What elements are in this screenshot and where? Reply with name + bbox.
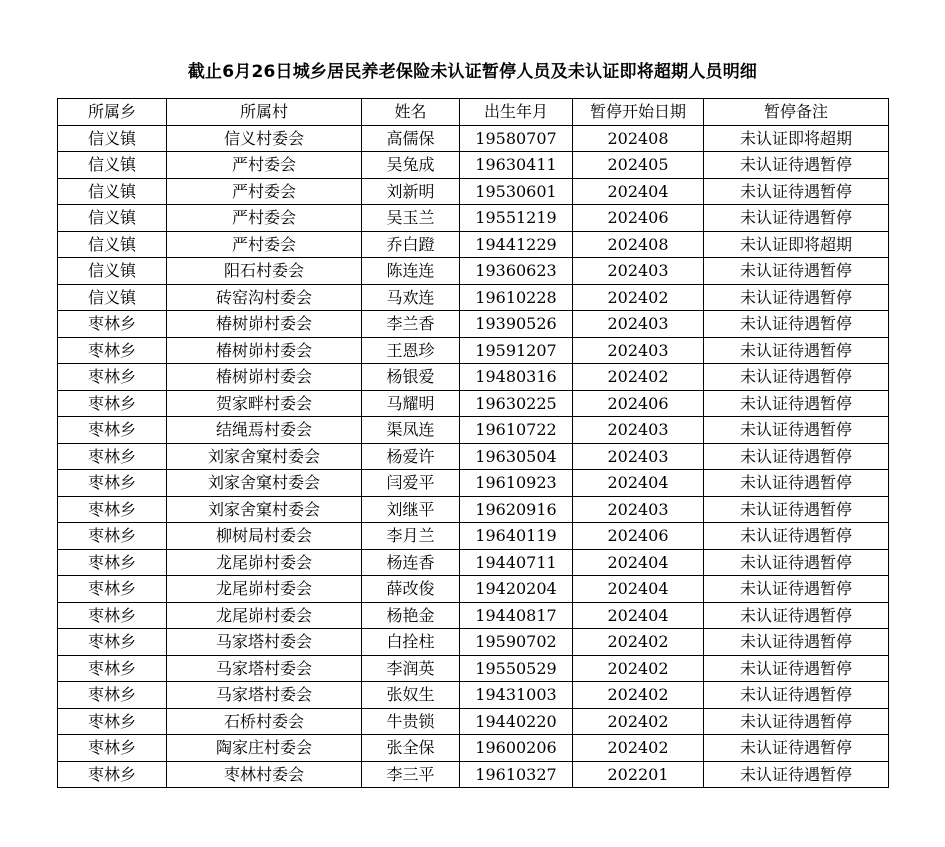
suspension-start-cell: 202402 — [573, 682, 704, 709]
village-cell: 结绳焉村委会 — [167, 417, 362, 444]
birth-date-cell: 19420204 — [460, 576, 573, 603]
birth-date-cell: 19630504 — [460, 443, 573, 470]
township-cell: 信义镇 — [58, 258, 167, 285]
table-row — [58, 761, 889, 788]
birth-date-cell: 19610327 — [460, 761, 573, 788]
birth-date-cell: 19610228 — [460, 284, 573, 311]
township-cell: 枣林乡 — [58, 682, 167, 709]
village-cell: 椿树峁村委会 — [167, 311, 362, 338]
name-cell: 杨银爱 — [362, 364, 460, 391]
birth-date-cell: 19610722 — [460, 417, 573, 444]
name-cell: 李月兰 — [362, 523, 460, 550]
birth-date-cell: 19360623 — [460, 258, 573, 285]
suspension-note-cell: 未认证待遇暂停 — [704, 576, 889, 603]
birth-date-cell: 19610923 — [460, 470, 573, 497]
village-cell: 刘家舍窠村委会 — [167, 470, 362, 497]
village-cell: 龙尾峁村委会 — [167, 549, 362, 576]
suspension-note-cell: 未认证即将超期 — [704, 231, 889, 258]
birth-date-cell: 19620916 — [460, 496, 573, 523]
header-row — [58, 99, 889, 126]
township-cell: 枣林乡 — [58, 470, 167, 497]
village-cell: 石桥村委会 — [167, 708, 362, 735]
name-cell: 薛改俊 — [362, 576, 460, 603]
table-row — [58, 708, 889, 735]
table-row — [58, 205, 889, 232]
name-cell: 吴兔成 — [362, 152, 460, 179]
name-cell: 马耀明 — [362, 390, 460, 417]
suspension-start-cell: 202408 — [573, 125, 704, 152]
suspension-start-cell: 202408 — [573, 231, 704, 258]
birth-date-cell: 19580707 — [460, 125, 573, 152]
township-cell: 枣林乡 — [58, 576, 167, 603]
village-cell: 柳树局村委会 — [167, 523, 362, 550]
village-cell: 椿树峁村委会 — [167, 364, 362, 391]
suspension-note-cell: 未认证待遇暂停 — [704, 470, 889, 497]
township-cell: 枣林乡 — [58, 364, 167, 391]
suspension-start-cell: 202406 — [573, 205, 704, 232]
village-cell: 砖窑沟村委会 — [167, 284, 362, 311]
village-cell: 马家塔村委会 — [167, 655, 362, 682]
suspension-note-cell: 未认证待遇暂停 — [704, 205, 889, 232]
name-cell: 马欢连 — [362, 284, 460, 311]
birth-date-cell: 19600206 — [460, 735, 573, 762]
birth-date-cell: 19551219 — [460, 205, 573, 232]
table-body — [58, 125, 889, 788]
table-row — [58, 311, 889, 338]
suspension-note-cell: 未认证待遇暂停 — [704, 629, 889, 656]
header-birth-date: 出生年月 — [460, 99, 573, 126]
suspension-start-cell: 202406 — [573, 390, 704, 417]
township-cell: 枣林乡 — [58, 496, 167, 523]
suspension-start-cell: 202404 — [573, 470, 704, 497]
table-header — [58, 99, 889, 126]
township-cell: 枣林乡 — [58, 629, 167, 656]
name-cell: 刘继平 — [362, 496, 460, 523]
village-cell: 严村委会 — [167, 152, 362, 179]
suspension-note-cell: 未认证待遇暂停 — [704, 735, 889, 762]
table-row — [58, 549, 889, 576]
suspension-start-cell: 202402 — [573, 735, 704, 762]
table-row — [58, 258, 889, 285]
name-cell: 乔白蹬 — [362, 231, 460, 258]
suspension-note-cell: 未认证待遇暂停 — [704, 655, 889, 682]
suspension-note-cell: 未认证待遇暂停 — [704, 417, 889, 444]
suspension-note-cell: 未认证待遇暂停 — [704, 549, 889, 576]
suspension-note-cell: 未认证待遇暂停 — [704, 761, 889, 788]
suspension-note-cell: 未认证待遇暂停 — [704, 602, 889, 629]
village-cell: 陶家庄村委会 — [167, 735, 362, 762]
table-row — [58, 735, 889, 762]
village-cell: 刘家舍窠村委会 — [167, 496, 362, 523]
table-row — [58, 390, 889, 417]
personnel-table — [57, 98, 889, 788]
suspension-start-cell: 202403 — [573, 417, 704, 444]
name-cell: 渠凤连 — [362, 417, 460, 444]
table-row — [58, 629, 889, 656]
name-cell: 李三平 — [362, 761, 460, 788]
suspension-start-cell: 202406 — [573, 523, 704, 550]
suspension-start-cell: 202402 — [573, 655, 704, 682]
table-row — [58, 152, 889, 179]
name-cell: 白拴柱 — [362, 629, 460, 656]
village-cell: 贺家畔村委会 — [167, 390, 362, 417]
table-row — [58, 231, 889, 258]
name-cell: 高儒保 — [362, 125, 460, 152]
suspension-note-cell: 未认证即将超期 — [704, 125, 889, 152]
township-cell: 信义镇 — [58, 231, 167, 258]
suspension-start-cell: 202201 — [573, 761, 704, 788]
township-cell: 信义镇 — [58, 205, 167, 232]
table-row — [58, 602, 889, 629]
suspension-start-cell: 202403 — [573, 443, 704, 470]
township-cell: 枣林乡 — [58, 602, 167, 629]
suspension-note-cell: 未认证待遇暂停 — [704, 364, 889, 391]
village-cell: 枣林村委会 — [167, 761, 362, 788]
name-cell: 杨爱许 — [362, 443, 460, 470]
name-cell: 杨艳金 — [362, 602, 460, 629]
village-cell: 刘家舍窠村委会 — [167, 443, 362, 470]
suspension-note-cell: 未认证待遇暂停 — [704, 311, 889, 338]
birth-date-cell: 19440711 — [460, 549, 573, 576]
birth-date-cell: 19630411 — [460, 152, 573, 179]
village-cell: 马家塔村委会 — [167, 682, 362, 709]
suspension-start-cell: 202404 — [573, 576, 704, 603]
name-cell: 李兰香 — [362, 311, 460, 338]
township-cell: 枣林乡 — [58, 655, 167, 682]
birth-date-cell: 19591207 — [460, 337, 573, 364]
township-cell: 枣林乡 — [58, 311, 167, 338]
table-row — [58, 178, 889, 205]
name-cell: 陈连连 — [362, 258, 460, 285]
township-cell: 枣林乡 — [58, 735, 167, 762]
village-cell: 严村委会 — [167, 231, 362, 258]
suspension-start-cell: 202404 — [573, 178, 704, 205]
suspension-note-cell: 未认证待遇暂停 — [704, 443, 889, 470]
village-cell: 严村委会 — [167, 205, 362, 232]
township-cell: 信义镇 — [58, 152, 167, 179]
village-cell: 龙尾峁村委会 — [167, 576, 362, 603]
table-row — [58, 576, 889, 603]
birth-date-cell: 19390526 — [460, 311, 573, 338]
name-cell: 张全保 — [362, 735, 460, 762]
header-township: 所属乡 — [58, 99, 167, 126]
suspension-start-cell: 202402 — [573, 364, 704, 391]
village-cell: 信义村委会 — [167, 125, 362, 152]
name-cell: 杨连香 — [362, 549, 460, 576]
suspension-note-cell: 未认证待遇暂停 — [704, 708, 889, 735]
township-cell: 枣林乡 — [58, 417, 167, 444]
township-cell: 枣林乡 — [58, 390, 167, 417]
suspension-start-cell: 202402 — [573, 708, 704, 735]
table-row — [58, 470, 889, 497]
birth-date-cell: 19550529 — [460, 655, 573, 682]
suspension-note-cell: 未认证待遇暂停 — [704, 284, 889, 311]
birth-date-cell: 19590702 — [460, 629, 573, 656]
suspension-start-cell: 202403 — [573, 337, 704, 364]
township-cell: 信义镇 — [58, 178, 167, 205]
suspension-note-cell: 未认证待遇暂停 — [704, 496, 889, 523]
township-cell: 信义镇 — [58, 125, 167, 152]
suspension-start-cell: 202403 — [573, 311, 704, 338]
suspension-start-cell: 202404 — [573, 602, 704, 629]
village-cell: 阳石村委会 — [167, 258, 362, 285]
name-cell: 吴玉兰 — [362, 205, 460, 232]
suspension-start-cell: 202402 — [573, 284, 704, 311]
birth-date-cell: 19440220 — [460, 708, 573, 735]
table-row — [58, 496, 889, 523]
header-name: 姓名 — [362, 99, 460, 126]
header-village: 所属村 — [167, 99, 362, 126]
suspension-note-cell: 未认证待遇暂停 — [704, 152, 889, 179]
suspension-note-cell: 未认证待遇暂停 — [704, 523, 889, 550]
suspension-start-cell: 202405 — [573, 152, 704, 179]
suspension-note-cell: 未认证待遇暂停 — [704, 682, 889, 709]
birth-date-cell: 19441229 — [460, 231, 573, 258]
table-row — [58, 523, 889, 550]
village-cell: 严村委会 — [167, 178, 362, 205]
suspension-note-cell: 未认证待遇暂停 — [704, 178, 889, 205]
name-cell: 王恩珍 — [362, 337, 460, 364]
document-title: 截止6月26日城乡居民养老保险未认证暂停人员及未认证即将超期人员明细 — [187, 62, 758, 82]
township-cell: 枣林乡 — [58, 443, 167, 470]
birth-date-cell: 19480316 — [460, 364, 573, 391]
table-row — [58, 364, 889, 391]
village-cell: 椿树峁村委会 — [167, 337, 362, 364]
name-cell: 李润英 — [362, 655, 460, 682]
village-cell: 龙尾峁村委会 — [167, 602, 362, 629]
birth-date-cell: 19630225 — [460, 390, 573, 417]
table-row — [58, 284, 889, 311]
name-cell: 刘新明 — [362, 178, 460, 205]
birth-date-cell: 19530601 — [460, 178, 573, 205]
table-row — [58, 417, 889, 444]
suspension-note-cell: 未认证待遇暂停 — [704, 337, 889, 364]
table-row — [58, 682, 889, 709]
suspension-start-cell: 202404 — [573, 549, 704, 576]
birth-date-cell: 19640119 — [460, 523, 573, 550]
header-suspension-start: 暂停开始日期 — [573, 99, 704, 126]
table-row — [58, 337, 889, 364]
township-cell: 枣林乡 — [58, 549, 167, 576]
suspension-start-cell: 202403 — [573, 496, 704, 523]
table-row — [58, 125, 889, 152]
township-cell: 枣林乡 — [58, 761, 167, 788]
village-cell: 马家塔村委会 — [167, 629, 362, 656]
township-cell: 枣林乡 — [58, 708, 167, 735]
name-cell: 闫爱平 — [362, 470, 460, 497]
township-cell: 枣林乡 — [58, 337, 167, 364]
name-cell: 张奴生 — [362, 682, 460, 709]
suspension-note-cell: 未认证待遇暂停 — [704, 390, 889, 417]
suspension-start-cell: 202402 — [573, 629, 704, 656]
birth-date-cell: 19431003 — [460, 682, 573, 709]
birth-date-cell: 19440817 — [460, 602, 573, 629]
table-row — [58, 655, 889, 682]
table-row — [58, 443, 889, 470]
name-cell: 牛贵锁 — [362, 708, 460, 735]
township-cell: 枣林乡 — [58, 523, 167, 550]
header-suspension-note: 暂停备注 — [704, 99, 889, 126]
suspension-note-cell: 未认证待遇暂停 — [704, 258, 889, 285]
township-cell: 信义镇 — [58, 284, 167, 311]
suspension-start-cell: 202403 — [573, 258, 704, 285]
